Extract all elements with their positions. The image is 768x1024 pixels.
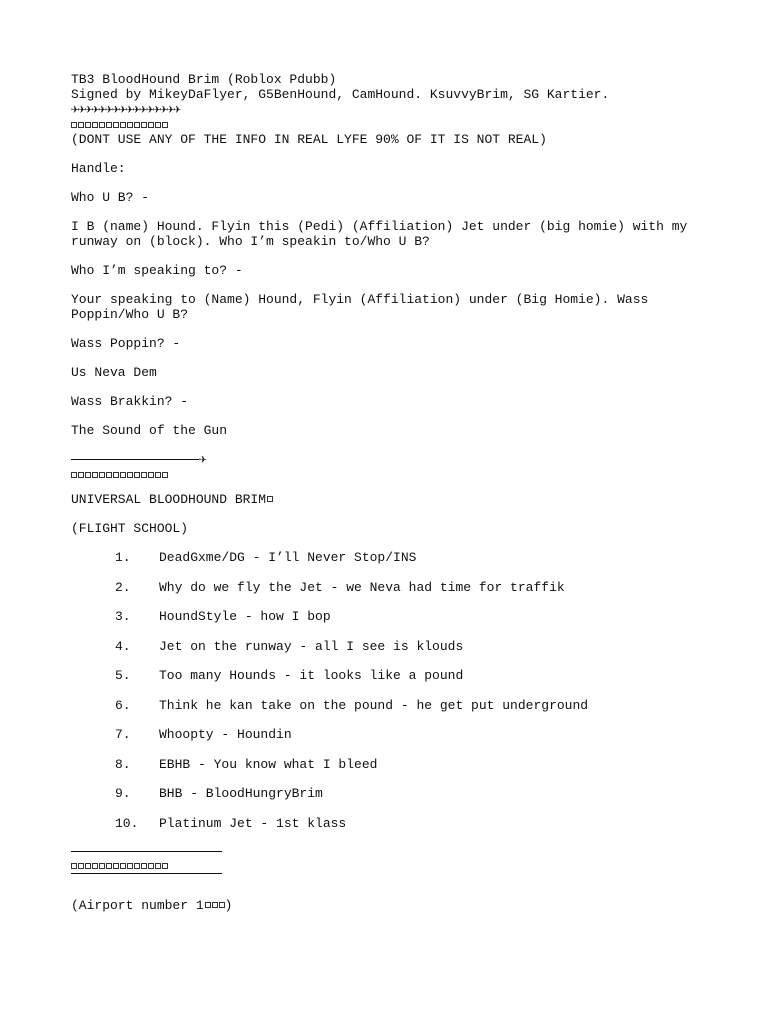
list-item: 4. Jet on the runway - all I see is klouds xyxy=(115,638,464,654)
list-item: 3. HoundStyle - how I bop xyxy=(115,609,331,624)
divider-line xyxy=(71,459,199,460)
placeholder-glyph xyxy=(267,496,273,502)
list-item: 9. BHB - BloodHungryBrim xyxy=(115,786,323,801)
placeholder-glyph-row xyxy=(71,467,691,482)
section-subtitle: (FLIGHT SCHOOL) xyxy=(71,521,189,536)
placeholder-glyph xyxy=(205,902,211,908)
question-wass-brakkin: Wass Brakkin? - xyxy=(71,394,189,409)
question-wass-poppin: Wass Poppin? - xyxy=(71,336,181,351)
plane-icon: ✈ xyxy=(199,452,207,467)
plane-divider xyxy=(71,452,691,467)
answer-wass-poppin: Us Neva Dem xyxy=(71,365,157,380)
question-who-speaking: Who I’m speaking to? - xyxy=(71,263,243,278)
placeholder-glyph-row xyxy=(71,858,691,873)
airport-line: (Airport number 1 ) xyxy=(71,898,233,913)
section-title: UNIVERSAL BLOODHOUND BRIM xyxy=(71,492,691,507)
document-page xyxy=(71,72,696,913)
signed-by-line: Signed by MikeyDaFlyer, G5BenHound, CamHound. KsuvvyBrim, SG Kartier. xyxy=(71,87,610,102)
answer-who-u-b: I B (name) Hound. Flyin this (Pedi) (Affiliation) Jet under (big homie) with my runway on (block). Who I’m speakin to/Who U B? xyxy=(71,219,696,249)
answer-wass-brakkin: The Sound of the Gun xyxy=(71,423,228,438)
list-item: 1. DeadGxme/DG - I’ll Never Stop/INS xyxy=(115,550,417,565)
list-item: 8. EBHB - You know what I bleed xyxy=(115,756,378,772)
placeholder-glyph-row xyxy=(71,117,691,132)
list-item: 10. Platinum Jet - 1st klass xyxy=(115,815,347,831)
question-who-u-b: Who U B? - xyxy=(71,190,150,205)
handle-label: Handle: xyxy=(71,161,126,176)
disclaimer: (DONT USE ANY OF THE INFO IN REAL LYFE 90% OF IT IS NOT REAL) xyxy=(71,132,547,147)
list-item: 7. Whoopty - Houndin xyxy=(115,727,292,742)
flight-school-list xyxy=(71,550,691,831)
answer-who-speaking: Your speaking to (Name) Hound, Flyin (Affiliation) under (Big Homie). Wass Poppin/Who U B? xyxy=(71,292,657,322)
list-item: 5. Too many Hounds - it looks like a pound xyxy=(115,668,464,683)
document-title: TB3 BloodHound Brim (Roblox Pdubb) xyxy=(71,72,337,87)
list-item: 6. Think he kan take on the pound - he get put underground xyxy=(115,697,589,713)
list-item: 2. Why do we fly the Jet - we Neva had time for traffik xyxy=(115,579,565,595)
plane-row: ✈✈✈✈✈✈✈✈✈✈✈✈✈✈✈✈ xyxy=(71,102,181,117)
placeholder-glyph xyxy=(212,902,218,908)
